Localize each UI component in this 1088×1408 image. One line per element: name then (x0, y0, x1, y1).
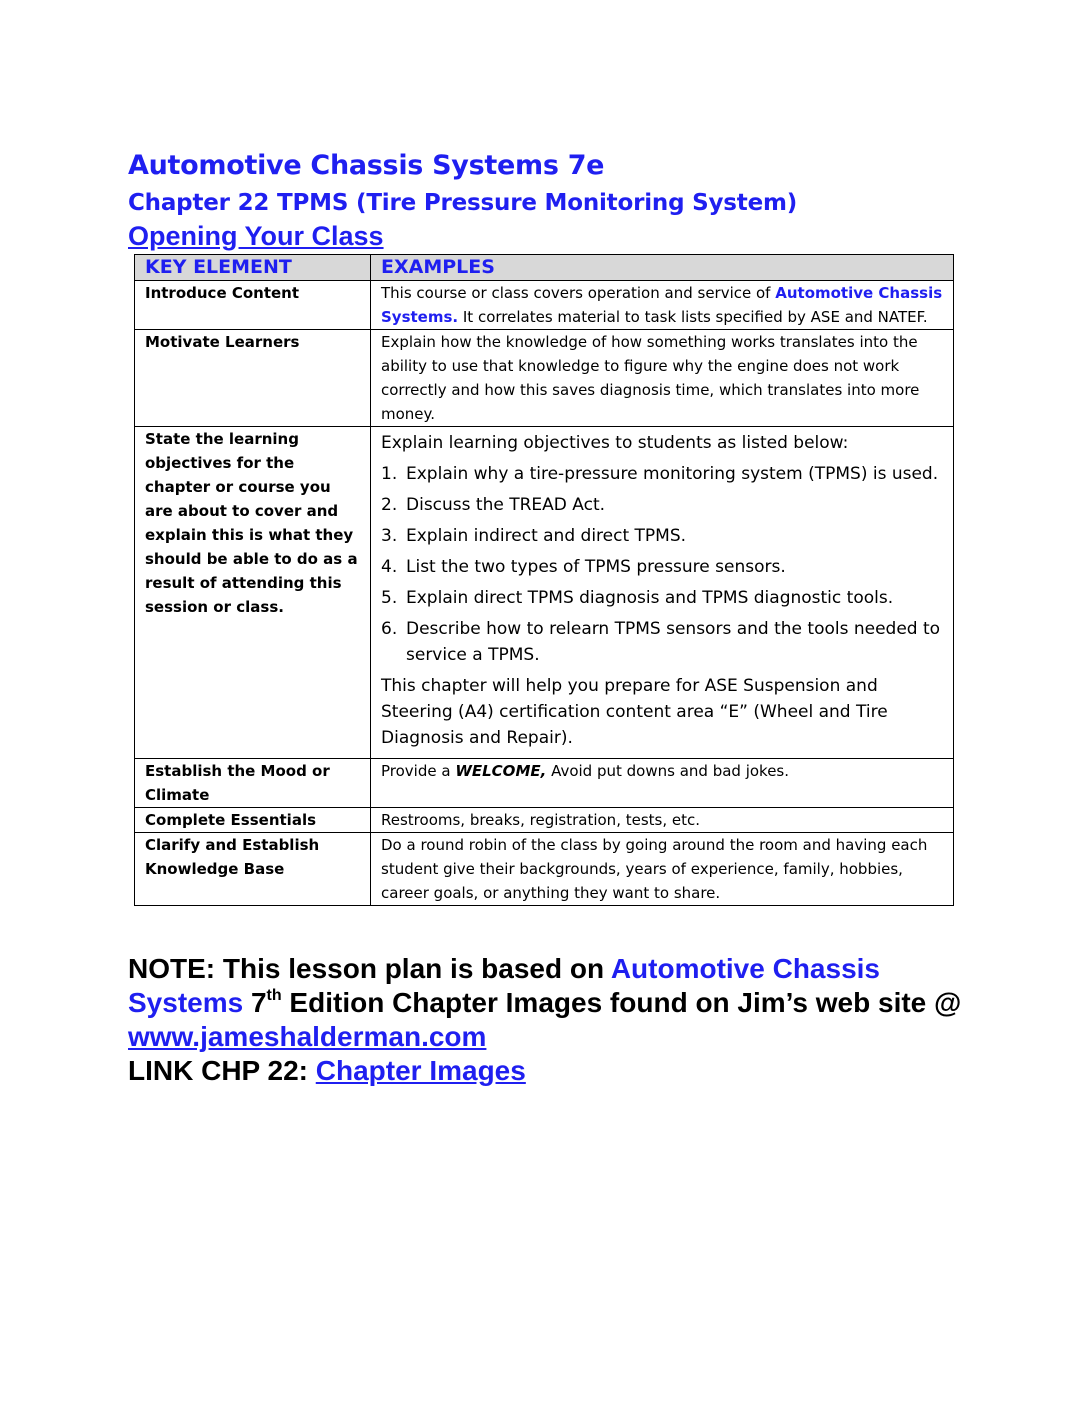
page-title: Automotive Chassis Systems 7e (128, 150, 605, 181)
table-row (135, 427, 954, 759)
list-item: 1. Explain why a tire-pressure monitoring system (TPMS) is used. (381, 464, 939, 484)
table-row (135, 833, 954, 906)
examples-header: EXAMPLES (371, 255, 954, 281)
chapter-link-line (128, 1054, 526, 1088)
table-row (135, 330, 954, 427)
list-item: 6. Describe how to relearn TPMS sensors and the tools needed to service a TPMS. (381, 619, 941, 665)
key-element-cell: State the learning objectives for the chapter or course you are about to cover and explain this is what they should be able to do as a result of attending this session or class. (135, 427, 371, 759)
section-heading: Opening Your Class (128, 221, 384, 251)
list-item: 5. Explain direct TPMS diagnosis and TPMS diagnostic tools. (381, 588, 894, 608)
chapter-images-link[interactable]: Chapter Images (315, 1055, 526, 1086)
list-item: 4. List the two types of TPMS pressure sensors. (381, 557, 786, 577)
example-cell: Provide a WELCOME, Avoid put downs and bad jokes. (371, 759, 954, 808)
list-item: 3. Explain indirect and direct TPMS. (381, 526, 687, 546)
key-element-cell: Complete Essentials (135, 808, 371, 833)
course-name-highlight: Automotive Chassis Systems. (381, 284, 943, 326)
website-link[interactable]: www.jameshalderman.com (128, 1021, 487, 1052)
objectives-closing: This chapter will help you prepare for ASE Suspension and Steering (A4) certification content area “E” (Wheel and Tire Diagnosis and Repair). (381, 676, 888, 748)
table-row (135, 281, 954, 330)
example-text: This course or class covers operation and service of (381, 284, 776, 302)
key-element-cell: Motivate Learners (135, 330, 371, 427)
objectives-intro: Explain learning objectives to students as listed below: (381, 433, 849, 453)
book-title: Automotive Chassis Systems (128, 953, 880, 1018)
table-row (135, 759, 954, 808)
table-header-row (135, 255, 954, 281)
welcome-emphasis: WELCOME, (455, 762, 547, 780)
example-cell: Explain how the knowledge of how something works translates into the ability to use that knowledge to figure why the engine does not work correctly and how this saves diagnosis time, which translates into more money. (371, 330, 954, 427)
example-cell (371, 281, 954, 330)
example-text: It correlates material to task lists specified by ASE and NATEF. (458, 308, 928, 326)
list-item: 2. Discuss the TREAD Act. (381, 495, 606, 515)
chapter-subtitle: Chapter 22 TPMS (Tire Pressure Monitoring System) (128, 190, 798, 216)
key-element-cell: Establish the Mood or Climate (135, 759, 371, 808)
key-element-header: KEY ELEMENT (135, 255, 371, 281)
link-label: LINK CHP 22: (128, 1055, 316, 1086)
lesson-plan-table (134, 254, 954, 906)
objectives-cell (371, 427, 954, 759)
example-cell: Restrooms, breaks, registration, tests, etc. (371, 808, 954, 833)
objectives-list (381, 461, 945, 668)
lesson-note: NOTE: This lesson plan is based on Automotive Chassis Systems 7th Edition Chapter Images found on Jim’s web site @ www.jameshalderman.com (128, 953, 962, 1052)
example-cell: Do a round robin of the class by going around the room and having each student give their backgrounds, years of experience, family, hobbies, career goals, or anything they want to share. (371, 833, 954, 906)
key-element-cell: Clarify and Establish Knowledge Base (135, 833, 371, 906)
key-element-cell: Introduce Content (135, 281, 371, 330)
table-row (135, 808, 954, 833)
